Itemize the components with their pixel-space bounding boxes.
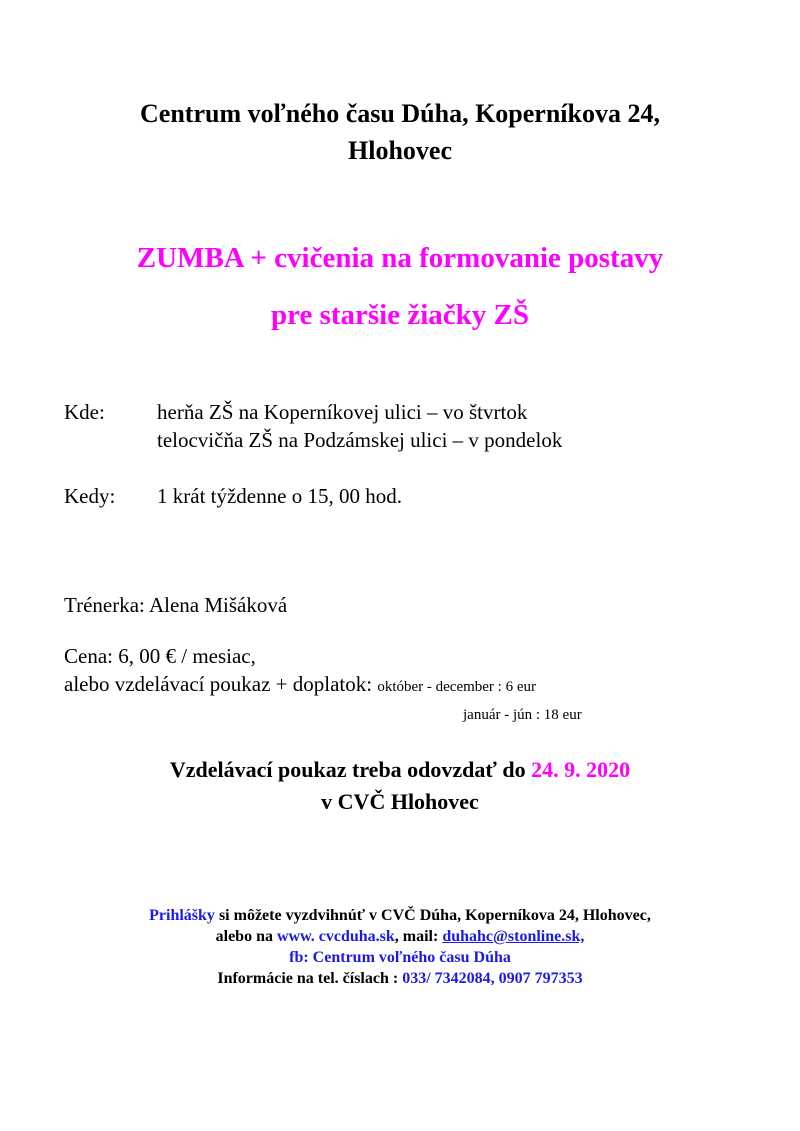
phone-prefix: Informácie na tel. číslach : <box>217 970 403 987</box>
deadline-date: 24. 9. 2020 <box>531 757 631 782</box>
price-line-1: Cena: 6, 00 € / mesiac, <box>64 644 256 668</box>
footer-line-1-rest: si môžete vyzdvihnúť v CVČ Dúha, Koperníkova 24, Hlohovec, <box>214 907 651 924</box>
prihlasky-link[interactable]: Prihlášky <box>149 907 215 924</box>
location-block <box>64 398 562 454</box>
deadline-block <box>0 754 800 818</box>
title-line-2: pre staršie žiačky ZŠ <box>270 299 530 331</box>
price-sub-1: október - december : 6 eur <box>377 679 536 695</box>
header-line-2: Hlohovec <box>348 136 452 165</box>
time-block <box>64 482 402 510</box>
mail-prefix: , mail: <box>394 928 443 945</box>
kde-line-2: telocvičňa ZŠ na Podzámskej ulici – v pondelok <box>157 428 563 452</box>
kedy-label: Kedy: <box>64 484 116 508</box>
kde-line-1: herňa ZŠ na Koperníkovej ulici – vo štvrtok <box>157 400 528 424</box>
kde-label: Kde: <box>64 400 105 424</box>
email-link[interactable]: duhahc@stonline.sk, <box>442 928 585 945</box>
website-link[interactable]: www. cvcduha.sk <box>276 928 395 945</box>
deadline-line-2: v CVČ Hlohovec <box>321 789 479 814</box>
header-line-1: Centrum voľného času Dúha, Koperníkova 24, <box>140 99 660 128</box>
deadline-text: Vzdelávací poukaz treba odovzdať do <box>169 757 526 782</box>
footer-line-2-prefix: alebo na <box>215 928 277 945</box>
trainer-text: Trénerka: Alena Mišáková <box>64 593 288 617</box>
organization-header <box>0 95 800 169</box>
price-sub-2: január - jún : 18 eur <box>463 707 582 723</box>
contact-footer <box>0 905 800 989</box>
price-block <box>64 642 536 701</box>
price-line-2: alebo vzdelávací poukaz + doplatok: <box>64 672 373 696</box>
event-title <box>0 242 800 332</box>
title-line-1: ZUMBA + cvičenia na formovanie postavy <box>136 242 664 274</box>
facebook-text[interactable]: fb: Centrum voľného času Dúha <box>289 949 511 966</box>
phone-numbers[interactable]: 033/ 7342084, 0907 797353 <box>402 970 583 987</box>
kedy-value: 1 krát týždenne o 15, 00 hod. <box>157 484 402 508</box>
